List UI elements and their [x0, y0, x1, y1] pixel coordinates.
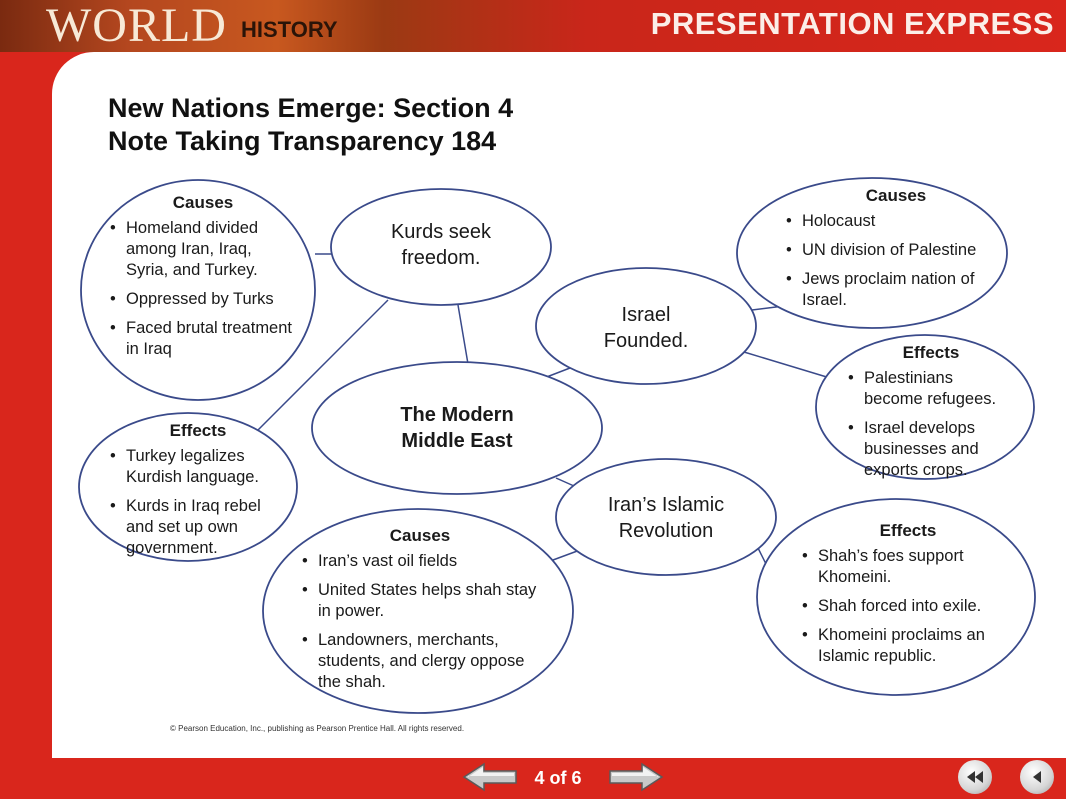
rewind-icon [966, 770, 984, 784]
connector-line [458, 305, 468, 364]
page-counter: 4 of 6 [534, 768, 582, 788]
center-node [332, 402, 582, 454]
list-item: • Shah’s foes support Khomeini. [800, 546, 1016, 588]
bullet-list [800, 546, 1016, 675]
prev-slide-button[interactable] [462, 762, 518, 792]
list-item: • Faced brutal treatment in Iraq [108, 318, 298, 360]
logo-world: WORLD [46, 0, 227, 52]
back-icon [1030, 770, 1044, 784]
list-item: • Jews proclaim nation of Israel. [784, 269, 1008, 311]
box-heading: Effects [169, 421, 227, 440]
list-item: • Khomeini proclaims an Islamic republic. [800, 625, 1016, 667]
left-arrow-icon [464, 764, 516, 790]
node-label: freedom. [401, 247, 481, 269]
list-item: • Iran’s vast oil fields [300, 551, 540, 572]
connector-line [556, 478, 574, 486]
list-item: • Turkey legalizes Kurdish language. [108, 446, 288, 488]
node-label: Middle East [401, 430, 513, 452]
list-item: • Palestinians become refugees. [846, 368, 1016, 410]
list-item: • Oppressed by Turks [108, 289, 298, 310]
list-item: • Landowners, merchants, students, and clergy oppose the shah. [300, 630, 540, 693]
israel-node [546, 302, 746, 354]
title-line-1: New Nations Emerge: Section 4 [108, 93, 514, 123]
app-title: PRESENTATION EXPRESS [650, 6, 1054, 41]
bullet-list [108, 446, 288, 567]
iran-node [566, 492, 766, 544]
bullet-list [108, 218, 298, 368]
box-heading: Causes [389, 526, 451, 545]
connector-line [744, 352, 830, 378]
list-item: • Kurds in Iraq rebel and set up own government. [108, 496, 288, 559]
israel-causes-box [784, 185, 1008, 319]
node-label: Israel [621, 304, 671, 326]
list-item: • UN division of Palestine [784, 240, 1008, 261]
box-heading: Causes [865, 186, 927, 205]
list-item: • United States helps shah stay in power. [300, 580, 540, 622]
node-label: The Modern [400, 404, 514, 426]
kurds-node [341, 219, 541, 271]
box-heading: Causes [172, 193, 234, 212]
logo-history: HISTORY [241, 17, 338, 42]
kurds-causes-box [108, 192, 298, 368]
node-label: Iran’s Islamic [607, 494, 725, 516]
title-line-2: Note Taking Transparency 184 [108, 126, 497, 156]
bullet-list [300, 551, 540, 701]
list-item: • Israel develops businesses and exports crops. [846, 418, 1016, 481]
israel-effects-box [846, 342, 1016, 489]
connector-line [553, 550, 580, 560]
bullet-list [846, 368, 1016, 489]
list-item: • Homeland divided among Iran, Iraq, Syria, and Turkey. [108, 218, 298, 281]
rewind-button[interactable] [958, 760, 992, 794]
box-heading: Effects [879, 521, 937, 540]
right-arrow-icon [610, 764, 662, 790]
iran-causes-box [300, 525, 540, 701]
iran-effects-box [800, 520, 1016, 675]
list-item: • Holocaust [784, 211, 1008, 232]
back-button[interactable] [1020, 760, 1054, 794]
node-label: Revolution [618, 520, 714, 542]
box-heading: Effects [902, 343, 960, 362]
node-label: Founded. [603, 330, 689, 352]
list-item: • Shah forced into exile. [800, 596, 1016, 617]
kurds-effects-box [108, 420, 288, 567]
bullet-list [784, 211, 1008, 319]
copyright-notice: © Pearson Education, Inc., publishing as Pearson Prentice Hall. All rights reserved. [170, 724, 465, 733]
next-slide-button[interactable] [608, 762, 664, 792]
node-label: Kurds seek [390, 221, 492, 243]
